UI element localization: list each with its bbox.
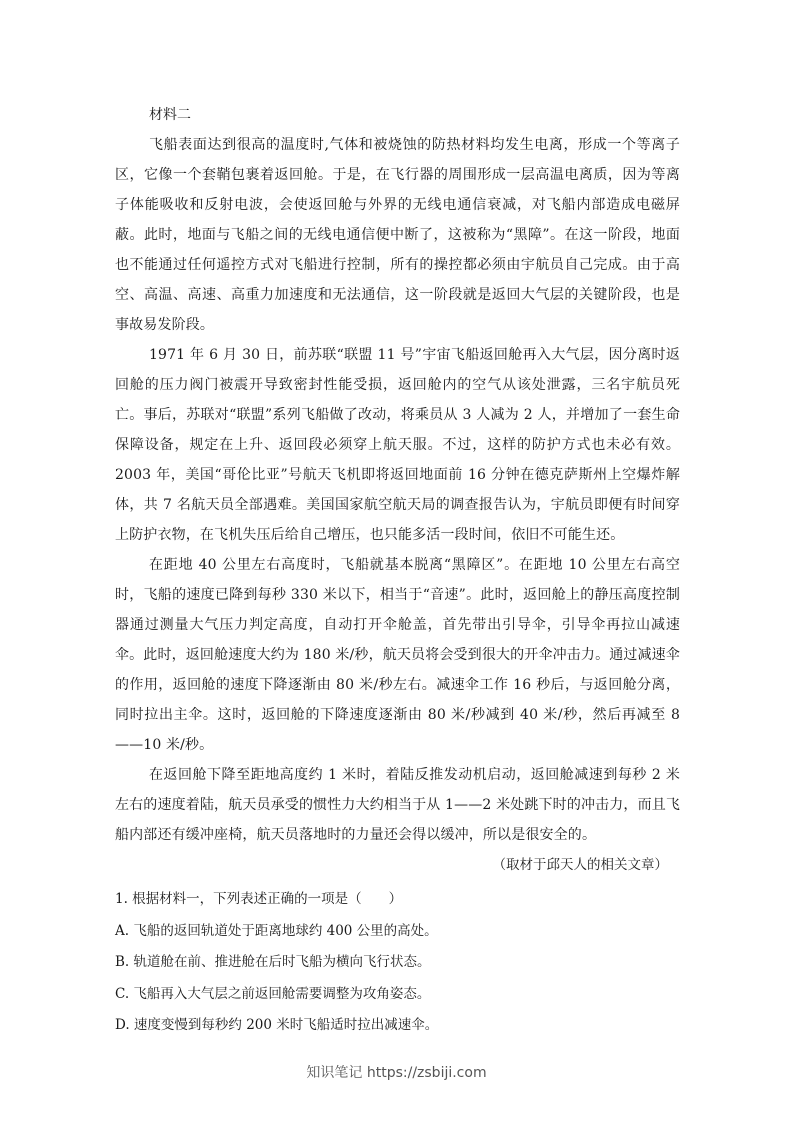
paragraph-4: 在返回舱下降至距地高度约 1 米时，着陆反推发动机启动，返回舱减速到每秒 2 米左右的速度着陆，航天员承受的惯性力大约相当于从 1——2 米处跳下时的冲击力，而且飞船内部还有缓冲座椅，航天员落地时的力量还会得以缓冲，所以是很安全的。	[115, 767, 681, 843]
footer-watermark: 知识笔记 https://zsbiji.com	[306, 1065, 487, 1081]
paragraph-2: 1971 年 6 月 30 日，前苏联“联盟 11 号”宇宙飞船返回舱再入大气层，因分离时返回舱的压力阀门被震开导致密封性能受损，返回舱内的空气从该处泄露，三名宇航员死亡。事后，苏联对“联盟”系列飞船做了改动，将乘员从 3 人减为 2 人，并增加了一套生命保障设备，规定在上升、返回段必须穿上航天服。不过，这样的防护方式也未必有效。2003 年，美国“哥伦比亚”号航天飞机即将返回地面前 16 分钟在德克萨斯州上空爆炸解体，共 7 名航天员全部遇难。美国国家航空航天局的调查报告认为，宇航员即便有时间穿上防护衣物，在飞机失压后给自己增压，也只能多活一段时间，依旧不可能生还。	[115, 347, 680, 543]
document-page	[115, 100, 680, 1042]
question-block	[115, 884, 680, 1042]
source-citation: （取材于邱天人的相关文章）	[492, 857, 668, 873]
option-a: A. 飞船的返回轨道处于距离地球约 400 公里的高处。	[115, 922, 438, 939]
paragraph-1: 飞船表面达到很高的温度时,气体和被烧蚀的防热材料均发生电离，形成一个等离子区，它像一个套鞘包裹着返回舱。于是，在飞行器的周围形成一层高温电离质，因为等离子体能吸收和反射电波，会使返回舱与外界的无线电通信衰减，对飞船内部造成电磁屏蔽。此时，地面与飞船之间的无线电通信便中断了，这被称为“黑障”。在这一阶段，地面也不能通过任何遥控方式对飞船进行控制，所有的操控都必须由宇航员自己完成。由于高空、高温、高速、高重力加速度和无法通信，这一阶段就是返回大气层的关键阶段，也是事故易发阶段。	[115, 137, 680, 333]
question-stem: 1. 根据材料一，下列表述正确的一项是（ ）	[115, 891, 403, 907]
option-b: B. 轨道舱在前、推进舱在后时飞船为横向飞行状态。	[115, 954, 431, 970]
option-d: D. 速度变慢到每秒约 200 米时飞船适时拉出减速伞。	[115, 1017, 439, 1033]
option-c: C. 飞船再入大气层之前返回舱需要调整为攻角姿态。	[115, 985, 431, 1002]
section-title: 材料二	[149, 107, 191, 123]
paragraph-3: 在距地 40 公里左右高度时，飞船就基本脱离“黑障区”。在距地 10 公里左右高空时，飞船的速度已降到每秒 330 米以下，相当于“音速”。此时，返回舱上的静压高度控制器通过测量大气压力判定高度，自动打开伞舱盖，首先带出引导伞，引导伞再拉山减速伞。此时，返回舱速度大约为 180 米/秒，航天员将会受到很大的开伞冲击力。通过减速伞的作用，返回舱的速度下降逐渐由 80 米/秒左右。减速伞工作 16 秒后，与返回舱分离，同时拉出主伞。这时，返回舱的下降速度逐渐由 80 米/秒减到 40 米/秒，然后再减至 8——10 米/秒。	[115, 557, 680, 753]
